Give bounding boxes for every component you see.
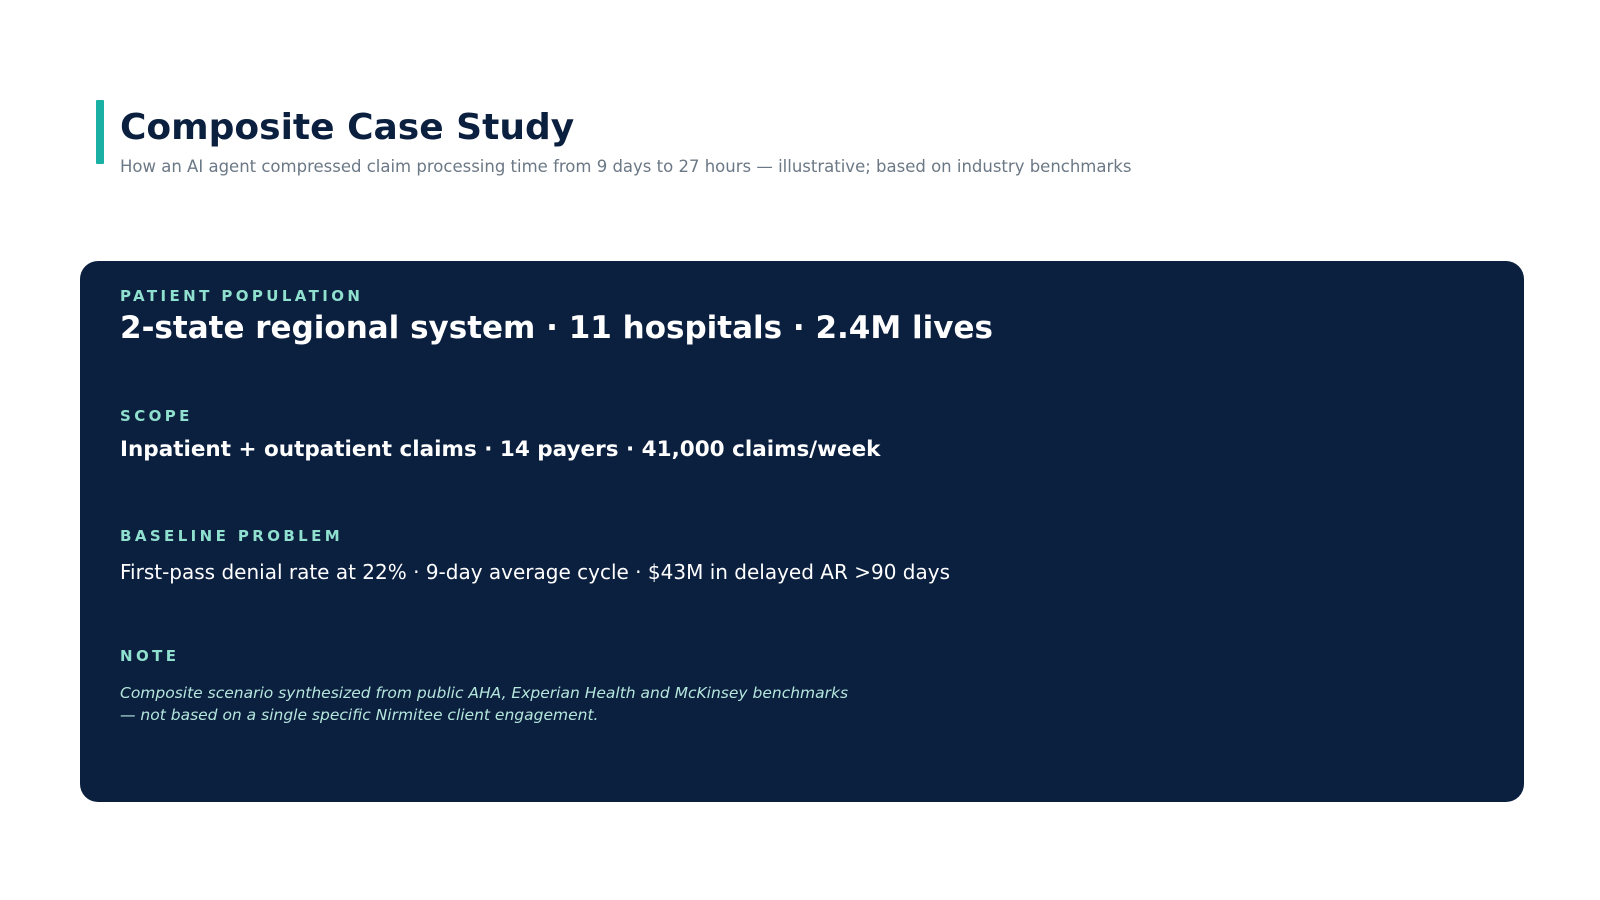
note-text-line-2: — not based on a single specific Nirmitee client engagement. (120, 706, 599, 724)
case-study-card (80, 261, 1524, 802)
page-title: Composite Case Study (120, 107, 575, 148)
scope-label: SCOPE (120, 407, 193, 425)
baseline-problem-label: BASELINE PROBLEM (120, 527, 344, 545)
page-subtitle: How an AI agent compressed claim processing time from 9 days to 27 hours — illustrative; based on industry benchmarks (120, 157, 1132, 176)
patient-population-value: 2-state regional system · 11 hospitals · 2.4M lives (120, 310, 993, 346)
scope-value: Inpatient + outpatient claims · 14 payers · 41,000 claims/week (120, 437, 881, 462)
baseline-problem-value: First-pass denial rate at 22% · 9-day average cycle · $43M in delayed AR >90 days (120, 560, 950, 584)
title-accent-bar (96, 100, 104, 164)
note-label: NOTE (120, 647, 180, 665)
patient-population-label: PATIENT POPULATION (120, 287, 364, 305)
note-text-line-1: Composite scenario synthesized from public AHA, Experian Health and McKinsey benchmarks (120, 684, 849, 702)
